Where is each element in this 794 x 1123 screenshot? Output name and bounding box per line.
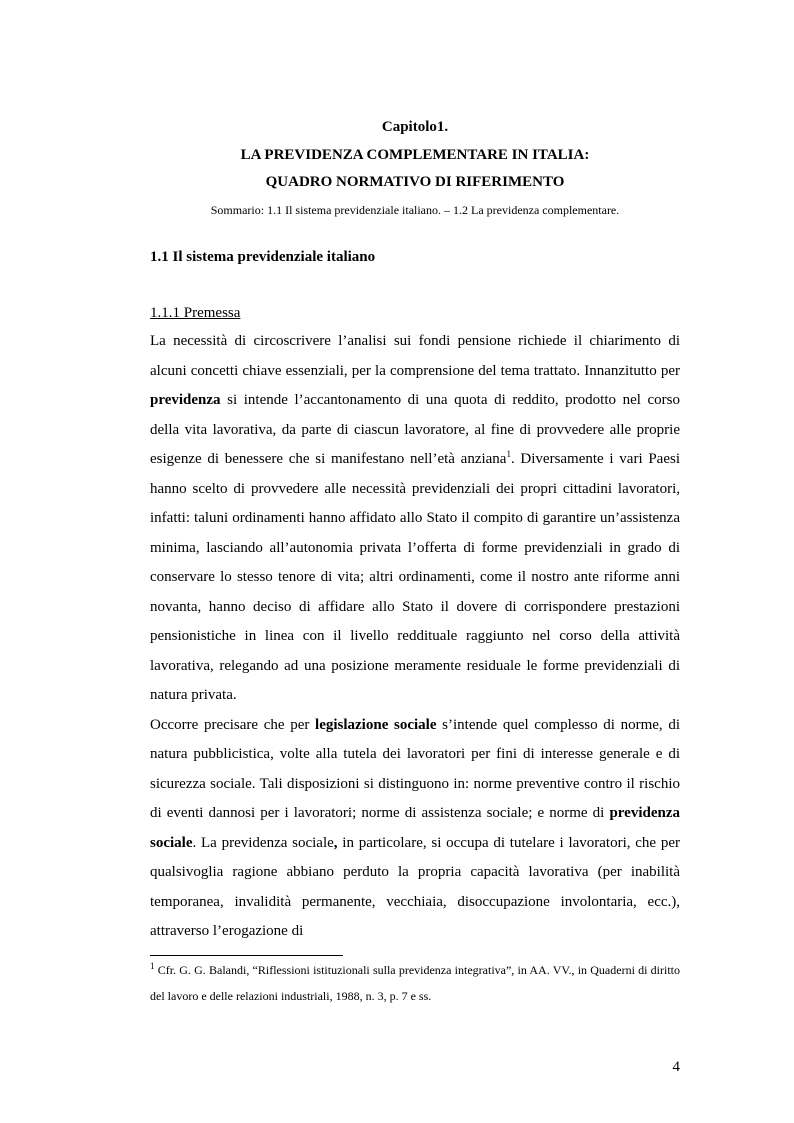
footnote-text: Cfr. G. G. Balandi, “Riflessioni istituzionali sulla previdenza integrativa”, in AA. VV., in Quaderni di diritto del lavoro e delle relazioni industriali, 1988, n. 3, p. 7 e ss. (150, 963, 680, 1003)
paragraph-2-text-d: in particolare, si occupa di tutelare i lavoratori, che per qualsivoglia ragione abbiano perduto la propria capacità lavorativa (per inabilità temporanea, invalidità permanente, vecchiaia, disoccupazione involontaria, ecc.), attraverso l’erogazione di (150, 834, 680, 939)
paragraph-1-text-a: La necessità di circoscrivere l’analisi sui fondi pensione richiede il chiarimento di alcuni concetti chiave essenziali, per la comprensione del tema trattato. Innanzitutto per (150, 333, 680, 379)
section-heading: 1.1 Il sistema previdenziale italiano (150, 249, 376, 265)
chapter-summary: Sommario: 1.1 Il sistema previdenziale italiano. – 1.2 La previdenza complementare. (210, 203, 620, 217)
chapter-heading (150, 112, 680, 222)
term-legislazione-sociale: legislazione sociale (315, 716, 437, 733)
subsection-heading: 1.1.1 Premessa (150, 305, 241, 321)
footnote-divider (150, 955, 343, 956)
footnote-reference: 1 (506, 449, 511, 459)
term-previdenza-sociale: previdenza sociale (150, 805, 680, 851)
chapter-number: Capitolo1. (381, 119, 449, 135)
paragraph-2-text-b: s’intende quel complesso di norme, di natura pubblicistica, volte alla tutela dei lavoratori per fini di interesse generale e di sicurezza sociale. Tali disposizioni si distinguono in: norme preventive contro il rischio di eventi dannosi per i lavoratori; norme di assistenza sociale; e norme di (150, 716, 681, 821)
chapter-title-line-2: QUADRO NORMATIVO DI RIFERIMENTO (265, 174, 565, 190)
paragraph-1-text-c: . Diversamente i vari Paesi hanno scelto di provvedere alle necessità previdenziali dei propri cittadini lavoratori, infatti: taluni ordinamenti hanno affidato allo Stato il compito di garantire un’assistenza minima, lasciando all’autonomia privata l’offerta di forme previdenziali in grado di conservare lo stesso tenore di vita; altri ordinamenti, come il nostro ante riforme anni novanta, hanno deciso di affidare allo Stato il dovere di corrispondere prestazioni pensionistiche in linea con il livello reddituale raggiunto nel corso della attività lavorativa, relegando ad una posizione meramente residuale le forme previdenziali di natura privata. (150, 451, 680, 703)
footnote-number: 1 (150, 961, 155, 971)
bold-comma: , (333, 834, 338, 851)
paragraph-2-text-a: Occorre precisare che per (150, 716, 316, 733)
paragraph-1 (150, 327, 680, 711)
paragraph-1-text-b: si intende l’accantonamento di una quota di reddito, prodotto nel corso della vita lavorativa, da parte di ciascun lavoratore, al fine di provvedere alle proprie esigenze di benessere che si manifestano nell’età anziana (150, 392, 680, 467)
body-text (150, 327, 680, 947)
footnote (150, 957, 680, 1009)
paragraph-2 (150, 711, 680, 947)
chapter-title-line-1: LA PREVIDENZA COMPLEMENTARE IN ITALIA: (240, 147, 590, 163)
page-number: 4 (672, 1059, 680, 1075)
paragraph-2-text-c: . La previdenza sociale (192, 834, 334, 851)
term-previdenza: previdenza (150, 392, 221, 408)
